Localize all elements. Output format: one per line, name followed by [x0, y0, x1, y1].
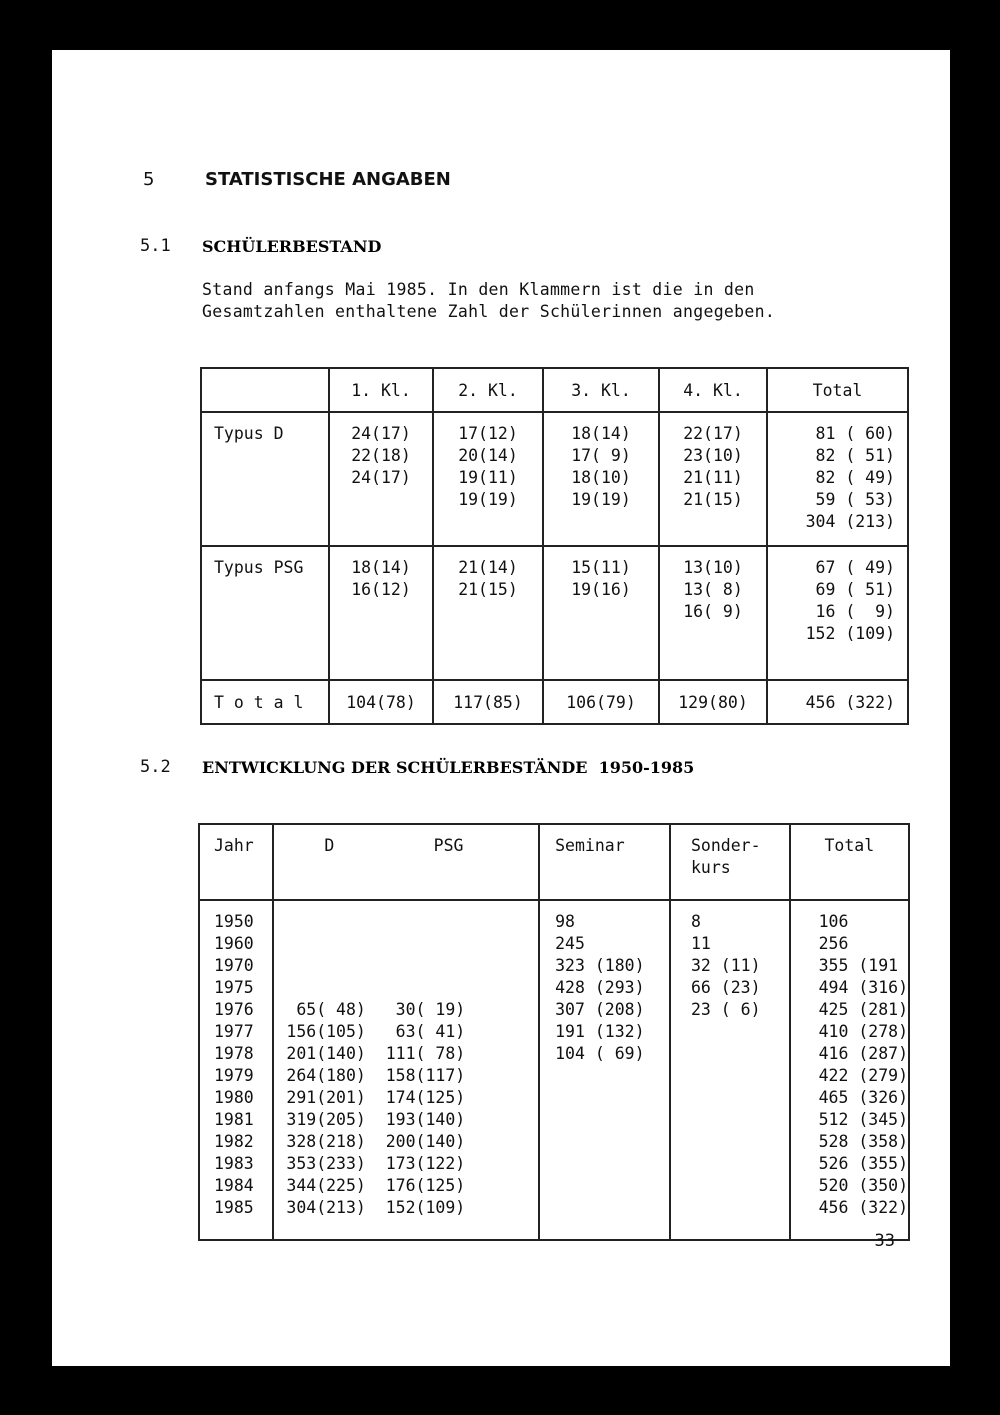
schuelerbestand-table: [200, 367, 909, 725]
cell-kl3: 15(11) 19(16): [571, 558, 631, 599]
subsection-1-number: 5.1: [140, 236, 171, 256]
header-cell-total: Total: [767, 368, 908, 412]
row-label: Typus PSG: [214, 558, 304, 577]
intro-text: Stand anfangs Mai 1985. In den Klammern ist die in den Gesamtzahlen enthaltene Zahl der Schülerinnen angegeben.: [202, 280, 776, 321]
header-seminar: Seminar: [555, 836, 625, 855]
column-jahr: 1950 1960 1970 1975 1976 1977 1978 1979 1980 1981 1982 1983 1984 1985: [214, 912, 254, 1217]
column-seminar: 98 245 323 (180) 428 (293) 307 (208) 191 (132) 104 ( 69): [555, 912, 645, 1063]
total-label: T o t a l: [201, 680, 329, 724]
table-row: [201, 546, 908, 680]
cell-kl1: 24(17) 22(18) 24(17): [351, 424, 411, 487]
cell-kl2: 17(12) 20(14) 19(11) 19(19): [458, 424, 518, 509]
cell-total: 81 ( 60) 82 ( 51) 82 ( 49) 59 ( 53) 304 (213): [805, 424, 895, 531]
table-row: [201, 412, 908, 546]
column-sonderkurs: 8 11 32 (11) 66 (23) 23 ( 6): [691, 912, 761, 1019]
header-cell-kl2: 2. Kl.: [433, 368, 543, 412]
total-kl2: 117(85): [433, 680, 543, 724]
section-title: STATISTISCHE ANGABEN: [205, 169, 451, 190]
header-sonderkurs: Sonder- kurs: [691, 836, 761, 877]
entwicklung-table: [198, 823, 910, 1241]
total-total: 456 (322): [767, 680, 908, 724]
cell-kl2: 21(14) 21(15): [458, 558, 518, 599]
cell-kl4: 13(10) 13( 8) 16( 9): [683, 558, 743, 621]
cell-kl1: 18(14) 16(12): [351, 558, 411, 599]
column-total: 106 256 355 (191 494 (316) 425 (281) 410 (278) 416 (287) 422 (279) 465 (326) 512 (345) 528 (358) 526 (355) 520 (350) 456 (322): [818, 912, 908, 1217]
header-cell-empty: [201, 368, 329, 412]
header-cell-kl1: 1. Kl.: [329, 368, 433, 412]
document-page: [52, 50, 950, 1366]
header-cell-kl3: 3. Kl.: [543, 368, 659, 412]
table-header-row: [201, 368, 908, 412]
subsection-2-title: ENTWICKLUNG DER SCHÜLERBESTÄNDE 1950-1985: [202, 758, 695, 777]
table-header-row: [199, 824, 909, 900]
total-kl1: 104(78): [329, 680, 433, 724]
table-row: [199, 900, 909, 1240]
row-label: Typus D: [214, 424, 284, 443]
subsection-2-number: 5.2: [140, 757, 171, 777]
header-jahr: Jahr: [214, 836, 254, 855]
cell-kl4: 22(17) 23(10) 21(11) 21(15): [683, 424, 743, 509]
total-kl4: 129(80): [659, 680, 767, 724]
header-d-psg: D PSG: [324, 836, 464, 855]
header-cell-kl4: 4. Kl.: [659, 368, 767, 412]
column-d-psg: 65( 48) 30( 19) 156(105) 63( 41) 201(140) 111( 78) 264(180) 158(117) 291(201) 174(125) 319(205) 193(140) 328(218) 200(140) 353(233) 173(122) 344(225) 176(125) 304(213) 152(109): [286, 1000, 466, 1217]
header-total: Total: [824, 836, 875, 855]
subsection-1-title: SCHÜLERBESTAND: [202, 237, 382, 256]
section-number: 5: [143, 169, 155, 190]
cell-kl3: 18(14) 17( 9) 18(10) 19(19): [571, 424, 631, 509]
total-kl3: 106(79): [543, 680, 659, 724]
cell-total: 67 ( 49) 69 ( 51) 16 ( 9) 152 (109): [805, 558, 895, 643]
page-number: 33: [874, 1231, 895, 1251]
table-total-row: [201, 680, 908, 724]
